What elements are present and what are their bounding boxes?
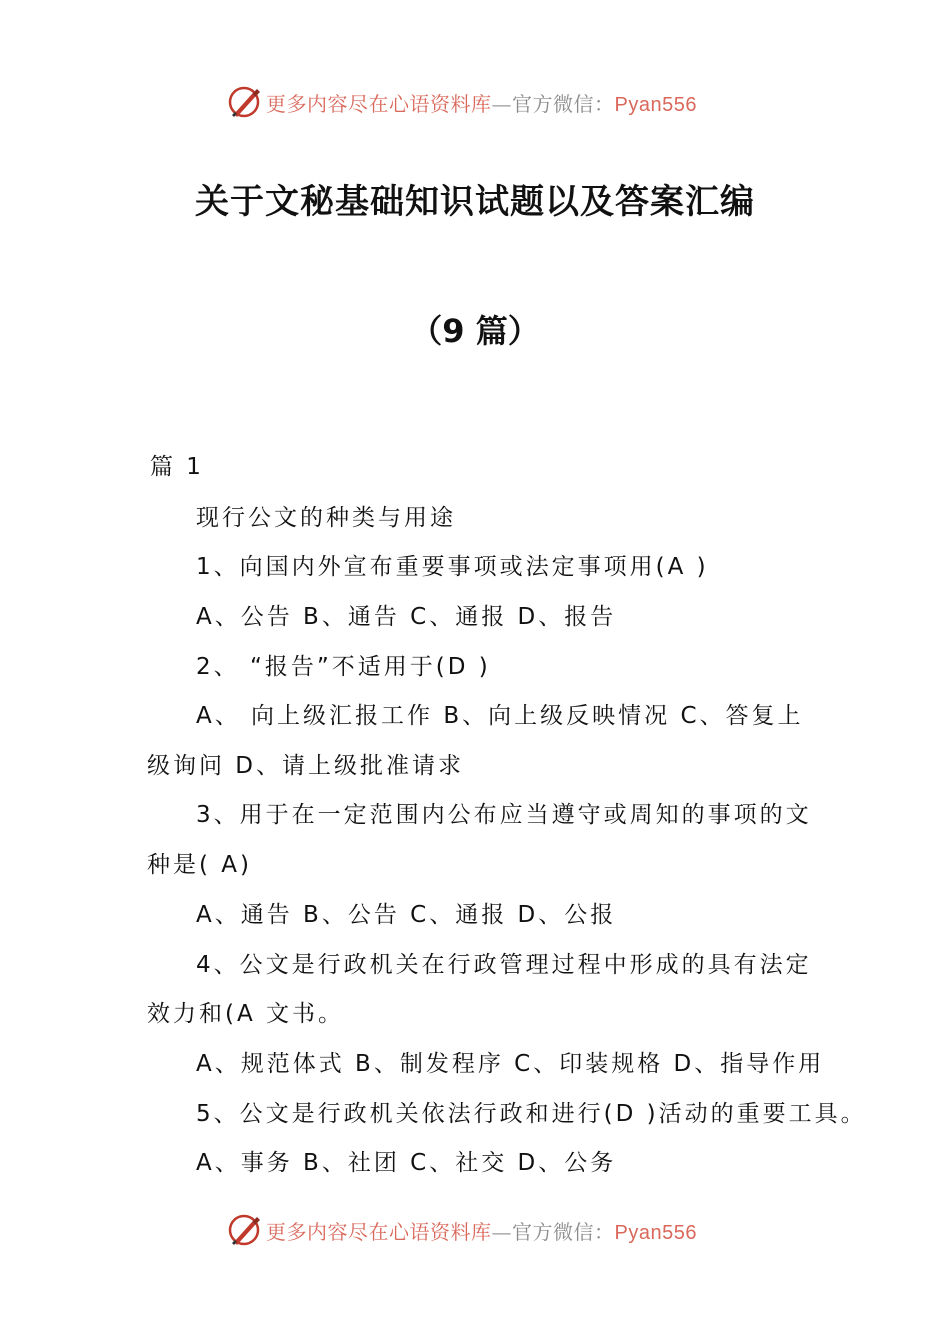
pen-logo-icon — [226, 1212, 262, 1248]
question-3-line-2: 种是( A) — [147, 852, 252, 878]
document-subtitle: （9 篇） — [410, 312, 540, 350]
question-4-line-2: 效力和(A 文书。 — [147, 1001, 345, 1027]
section-label: 篇 1 — [150, 454, 204, 480]
watermark-text: 更多内容尽在心语资料库—官方微信：Pyan556 — [266, 1219, 697, 1244]
document-title: 关于文秘基础知识试题以及答案汇编 — [195, 182, 755, 222]
options-2-line-2: 级询问 D、请上级批准请求 — [147, 753, 465, 779]
watermark-banner-bottom — [0, 1210, 950, 1250]
options-1: A、公告 B、通告 C、通报 D、报告 — [196, 604, 617, 630]
options-3: A、通告 B、公告 C、通报 D、公报 — [196, 902, 617, 928]
options-2-line-1: A、 向上级汇报工作 B、向上级反映情况 C、答复上 — [196, 703, 804, 729]
section-heading: 现行公文的种类与用途 — [196, 505, 456, 531]
options-5: A、事务 B、社团 C、社交 D、公务 — [196, 1150, 617, 1176]
watermark-banner-top — [0, 82, 950, 122]
question-1: 1、向国内外宣布重要事项或法定事项用(A ) — [196, 554, 709, 580]
question-4-line-1: 4、公文是行政机关在行政管理过程中形成的具有法定 — [196, 952, 812, 978]
options-4: A、规范体式 B、制发程序 C、印装规格 D、指导作用 — [196, 1051, 825, 1077]
pen-logo-icon — [226, 84, 262, 120]
question-2: 2、 “报告”不适用于(D ) — [196, 654, 491, 680]
question-3-line-1: 3、用于在一定范围内公布应当遵守或周知的事项的文 — [196, 802, 812, 828]
question-5: 5、公文是行政机关依法行政和进行(D )活动的重要工具。 — [196, 1101, 867, 1127]
watermark-text: 更多内容尽在心语资料库—官方微信：Pyan556 — [266, 91, 697, 116]
